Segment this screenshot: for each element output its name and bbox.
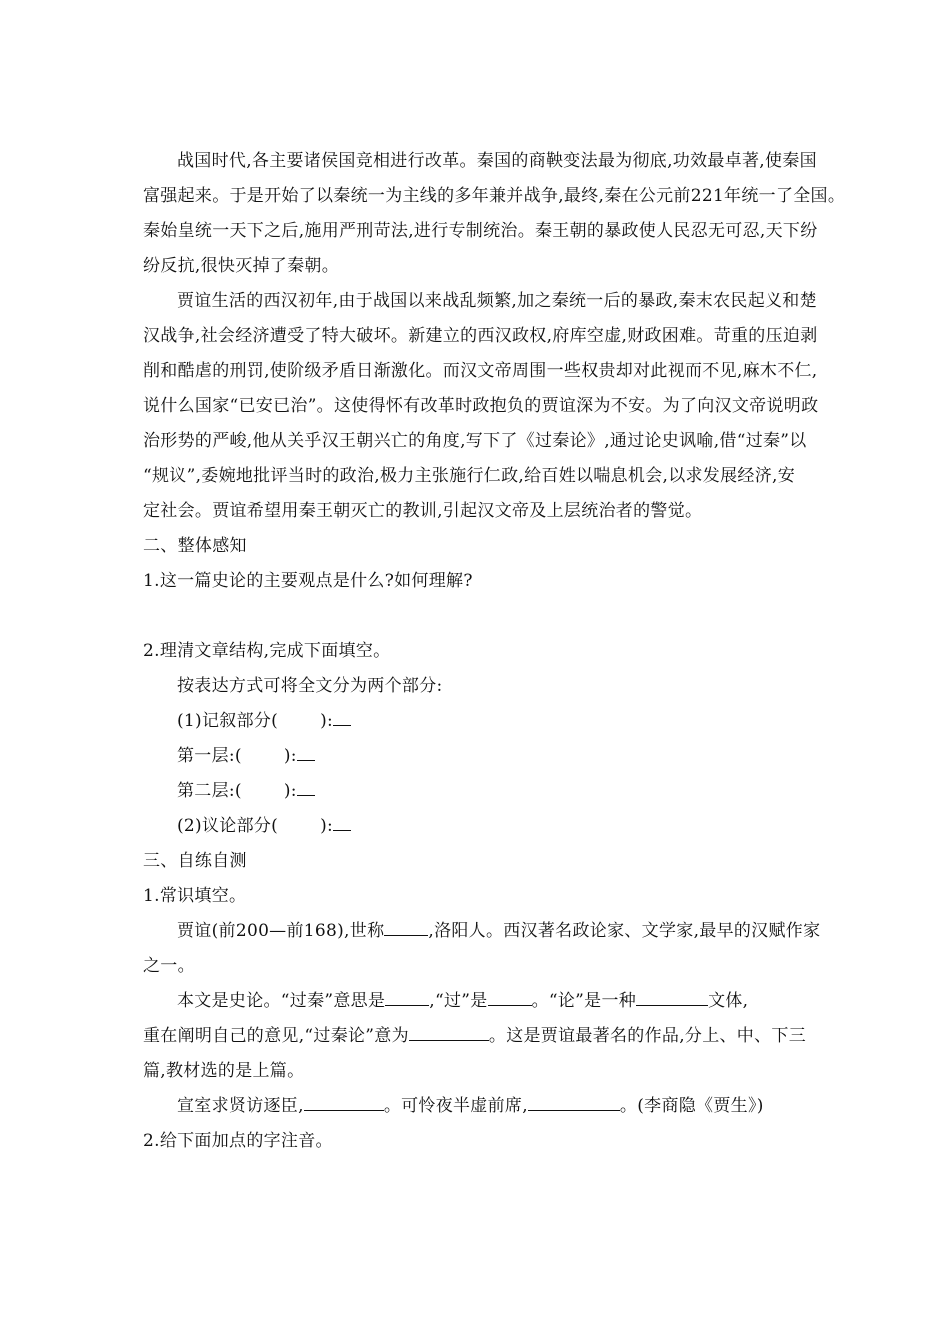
layer2-close: ): xyxy=(283,781,297,801)
question-1: 1.常识填空。 xyxy=(143,886,247,906)
part1-close: ): xyxy=(320,711,334,731)
fill-text: 文体, xyxy=(708,991,749,1011)
layer1-close: ): xyxy=(283,746,297,766)
fill-text: 重在阐明自己的意见,“过秦论”意为 xyxy=(143,1026,409,1046)
intro-p2-line: 贾谊生活的西汉初年,由于战国以来战乱频繁,加之秦统一后的暴政,秦末农民起义和楚 xyxy=(177,291,817,311)
part1-label: (1)记叙部分( xyxy=(177,711,279,731)
fill-line xyxy=(177,986,748,1011)
intro-p1-line: 富强起来。于是开始了以秦统一为主线的多年兼并战争,最终,秦在公元前221年统一了全国。 xyxy=(143,186,846,206)
poem-blank[interactable] xyxy=(304,1095,384,1111)
layer1-row xyxy=(177,741,315,766)
part1-blank[interactable] xyxy=(333,710,351,726)
intro-p2-line: “规议”,委婉地批评当时的政治,极力主张施行仁政,给百姓以喘息机会,以求发展经济,安 xyxy=(143,466,795,486)
fill-text: ,“过”是 xyxy=(429,991,488,1011)
layer2-row xyxy=(177,776,315,801)
intro-p1-line: 秦始皇统一天下之后,施用严刑苛法,进行专制统治。秦王朝的暴政使人民忍无可忍,天下纷 xyxy=(143,221,818,241)
fill-text: 。这是贾谊最著名的作品,分上、中、下三 xyxy=(488,1026,806,1046)
poem-text: 。可怜夜半虚前席, xyxy=(383,1096,528,1116)
part2-label: (2)议论部分( xyxy=(177,816,279,836)
fill-line: 篇,教材选的是上篇。 xyxy=(143,1061,305,1081)
fill-line xyxy=(177,916,820,941)
layer1-blank[interactable] xyxy=(297,745,315,761)
poem-blank[interactable] xyxy=(528,1095,620,1111)
intro-p1-line: 纷反抗,很快灭掉了秦朝。 xyxy=(143,256,340,276)
fill-blank[interactable] xyxy=(385,990,429,1006)
fill-blank[interactable] xyxy=(409,1025,489,1041)
intro-p2-line: 说什么国家“已安已治”。这使得怀有改革时政抱负的贾谊深为不安。为了向汉文帝说明政 xyxy=(143,396,819,416)
fill-text: 本文是史论。“过秦”意思是 xyxy=(177,991,386,1011)
poem-line xyxy=(177,1091,764,1116)
question-2: 2.给下面加点的字注音。 xyxy=(143,1131,333,1151)
intro-p2-line: 治形势的严峻,他从关乎汉王朝兴亡的角度,写下了《过秦论》,通过论史讽喻,借“过秦”以 xyxy=(143,431,807,451)
fill-blank[interactable] xyxy=(636,990,708,1006)
fill-line: 之一。 xyxy=(143,956,195,976)
section-heading: 三、自练自测 xyxy=(143,851,247,871)
part2-row xyxy=(177,811,351,836)
part1-row xyxy=(177,706,351,731)
intro-p2-line: 汉战争,社会经济遭受了特大破坏。新建立的西汉政权,府库空虚,财政困难。苛重的压迫剥 xyxy=(143,326,818,346)
fill-blank[interactable] xyxy=(488,990,532,1006)
question-2: 2.理清文章结构,完成下面填空。 xyxy=(143,641,391,661)
question-1: 1.这一篇史论的主要观点是什么?如何理解? xyxy=(143,571,473,591)
part2-blank[interactable] xyxy=(333,815,351,831)
fill-blank[interactable] xyxy=(384,920,428,936)
structure-intro: 按表达方式可将全文分为两个部分: xyxy=(177,676,443,696)
fill-text: 。“论”是一种 xyxy=(531,991,637,1011)
fill-text: 贾谊(前200—前168),世称 xyxy=(177,921,385,941)
poem-text: 。(李商隐《贾生》) xyxy=(619,1096,764,1116)
layer2-label: 第二层:( xyxy=(177,781,242,801)
layer2-blank[interactable] xyxy=(297,780,315,796)
fill-text: ,洛阳人。西汉著名政论家、文学家,最早的汉赋作家 xyxy=(428,921,821,941)
intro-p2-line: 定社会。贾谊希望用秦王朝灭亡的教训,引起汉文帝及上层统治者的警觉。 xyxy=(143,501,703,521)
intro-p1-line: 战国时代,各主要诸侯国竞相进行改革。秦国的商鞅变法最为彻底,功效最卓著,使秦国 xyxy=(177,151,817,171)
layer1-label: 第一层:( xyxy=(177,746,242,766)
intro-p2-line: 削和酷虐的刑罚,使阶级矛盾日渐激化。而汉文帝周围一些权贵却对此视而不见,麻木不仁, xyxy=(143,361,818,381)
fill-line xyxy=(143,1021,806,1046)
part2-close: ): xyxy=(320,816,334,836)
poem-text: 宣室求贤访逐臣, xyxy=(177,1096,304,1116)
section-heading: 二、整体感知 xyxy=(143,536,247,556)
